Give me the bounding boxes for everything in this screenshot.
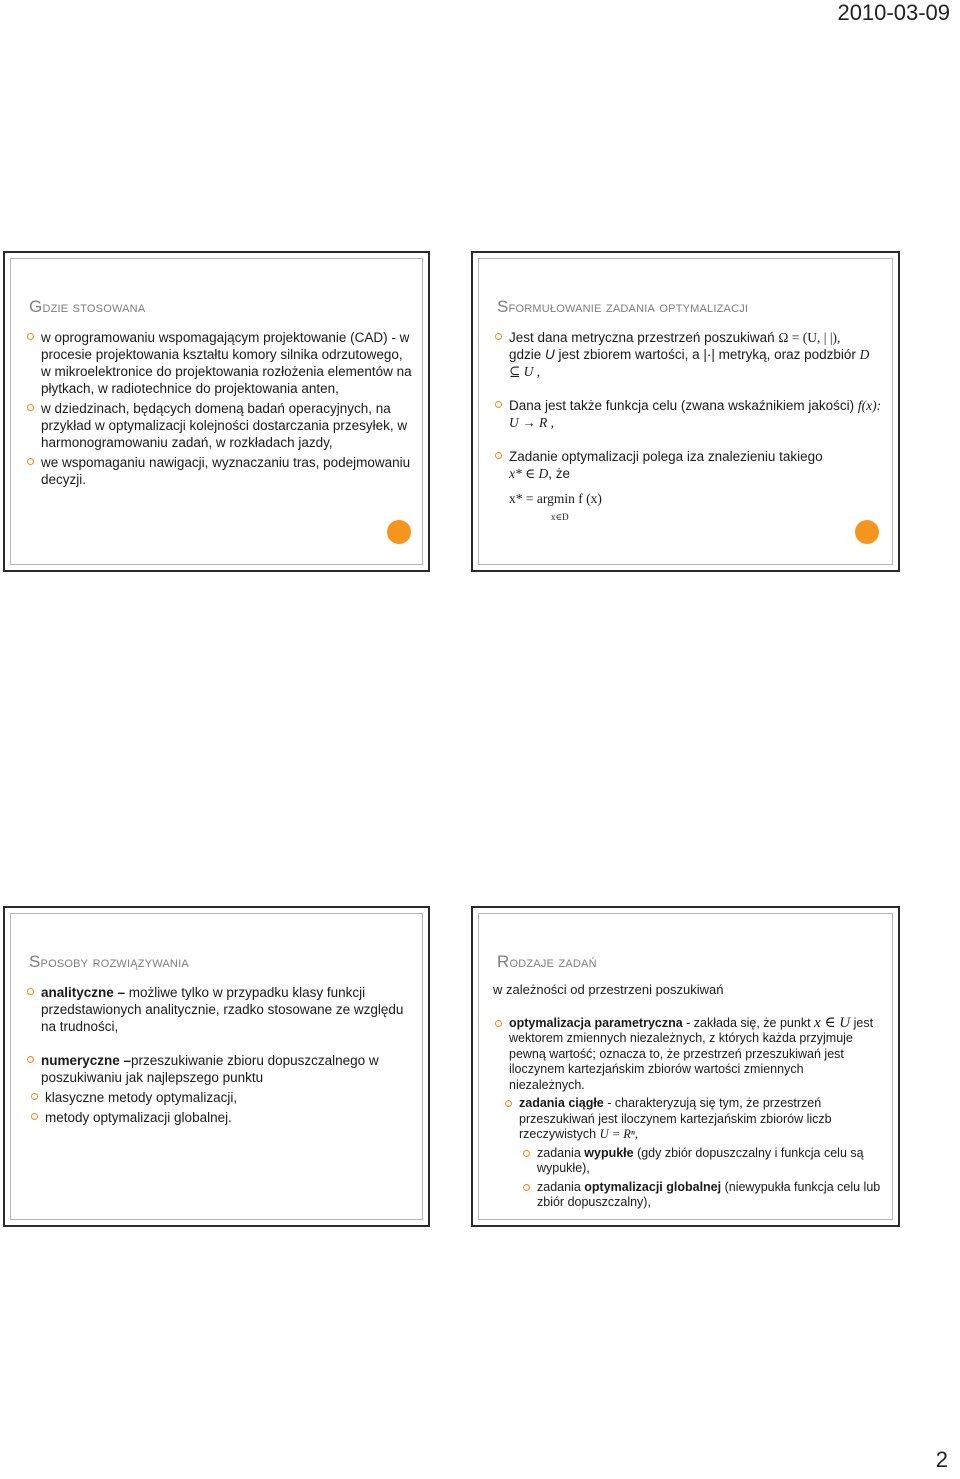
formula-subset: D ⊆ U ,: [509, 347, 870, 379]
formula-search-space: Ω = (U, | |),: [778, 330, 841, 345]
sub-bullet-item: klasyczne metody optymalizacji,: [31, 1089, 412, 1106]
bullet-item: w dziedzinach, będących domeną badań operacyjnych, na przykład w optymalizacji kolejności dostarczania przesyłek, w harmonogramowaniu zadań, w rozkładach jazdy,: [27, 400, 412, 451]
formula-argmin-subscript: x∈D: [551, 512, 569, 522]
slide-content: [495, 984, 882, 1214]
slide-title: Sformułowanie zadania optymalizacji: [497, 297, 749, 316]
bullet-item: analityczne – możliwe tylko w przypadku klasy funkcji przedstawionych analitycznie, rzadko stosowane ze względu na trudności,: [27, 984, 412, 1035]
formula-point: x ∈ U: [814, 1014, 851, 1031]
slide-title: Rodzaje zadań: [497, 952, 597, 971]
slide-title: Sposoby rozwiązywania: [29, 952, 189, 971]
formula-argmin: x* = argmin f (x): [509, 491, 602, 506]
bullet-item: Zadanie optymalizacji polega iza znalezieniu takiego x* ∈ D, że x* = argmin f (x) x∈D: [495, 448, 882, 526]
sub-bullet-item: zadania ciągłe - charakteryzują się tym, że przestrzeń przeszukiwań jest iloczynem kartezjańskim zbiorów liczb rzeczywistych U = Rⁿ,: [505, 1096, 882, 1143]
bullet-item: we wspomaganiu nawigacji, wyznaczaniu tras, podejmowaniu decyzji.: [27, 454, 412, 488]
slide-problem-types: [471, 906, 900, 1227]
formula-objective: f(x): U → R ,: [509, 398, 882, 430]
slide-intro-text: w zależności od przestrzeni poszukiwań: [493, 982, 724, 997]
bullet-item: Jest dana metryczna przestrzeń poszukiwań Ω = (U, | |), gdzie U jest zbiorem wartości, a |·| metryką, oraz podzbiór D ⊆ U ,: [495, 329, 882, 380]
orange-circle-decoration: [855, 520, 879, 544]
sub-bullet-item: metody optymalizacji globalnej.: [31, 1109, 412, 1126]
slide-solution-methods: [3, 906, 430, 1227]
bullet-item: optymalizacja parametryczna - zakłada się, że punkt x ∈ U jest wektorem zmiennych niezależnych, z których każda przyjmuje pewną wartość; oznacza to, że przestrzeń przeszukiwań jest iloczynem kartezjańskim zbiorów wartości zmiennych niezależnych.: [495, 1016, 882, 1094]
orange-circle-decoration: [387, 520, 411, 544]
header-date: 2010-03-09: [837, 0, 950, 25]
slide-content: [27, 329, 412, 491]
bullet-item: numeryczne –przeszukiwanie zbioru dopuszczalnego w poszukiwaniu jak najlepszego punktu: [27, 1052, 412, 1086]
bullet-item: Dana jest także funkcja celu (zwana wskaźnikiem jakości) f(x): U → R ,: [495, 397, 882, 431]
slide-content: [495, 329, 882, 529]
formula-element: x* ∈ D: [509, 466, 549, 481]
slide-title: Gdzie stosowana: [29, 297, 146, 316]
page-number: 2: [935, 1447, 948, 1472]
formula-real-space: U = Rⁿ,: [599, 1127, 638, 1141]
slide-problem-formulation: [471, 251, 900, 572]
slide-content: [27, 984, 412, 1129]
bullet-item: w oprogramowaniu wspomagającym projektowanie (CAD) - w procesie projektowania kształtu komory silnika odrzutowego, w mikroelektronice do projektowania rozłożenia elementów na płytkach, w radiotechnice do projektowania anten,: [27, 329, 412, 397]
sub-sub-bullet-item: zadania optymalizacji globalnej (niewypukła funkcja celu lub zbiór dopuszczalny),: [523, 1180, 882, 1211]
slide-where-used: [3, 251, 430, 572]
sub-sub-bullet-item: zadania wypukłe (gdy zbiór dopuszczalny i funkcja celu są wypukłe),: [523, 1146, 882, 1177]
